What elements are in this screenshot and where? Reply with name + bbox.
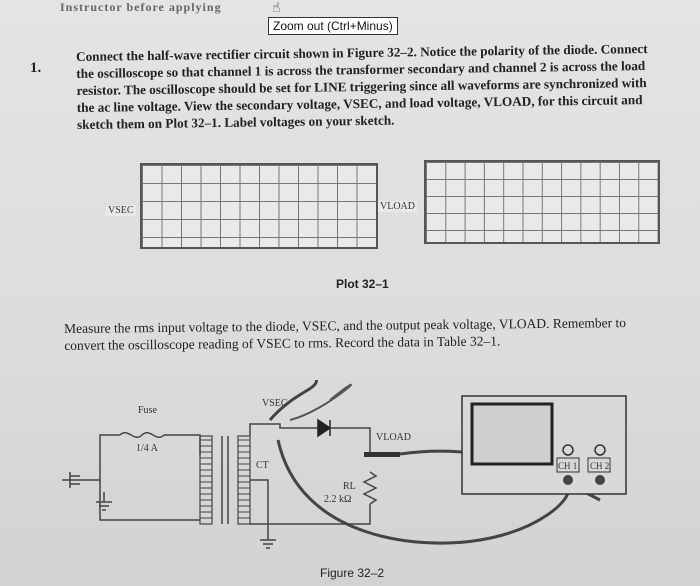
plug-icon (62, 472, 80, 488)
measure-paragraph: Measure the rms input voltage to the diode, VSEC, and the output peak voltage, VLOAD. Remember to convert the oscilloscope reading of VSEC to rms. Record the data in Table 32–1. (64, 315, 627, 353)
ground-icon (96, 492, 112, 510)
ch2-probe (595, 475, 605, 485)
ch1-label: CH 1 (558, 461, 578, 471)
ch1-probe (563, 475, 573, 485)
plot-label-vsec: VSEC (108, 205, 134, 216)
instruction-paragraph: Connect the half-wave rectifier circuit shown in Figure 32–2. Notice the polarity of the diode. Connect the oscilloscope so that channel 1 is across the transformer secondary and channel 2 is across the load resistor. The oscilloscope should be set for LINE triggering since all waveforms are synchronized with the ac line voltage. View the secondary voltage, VSEC, and load voltage, VLOAD, for this circuit and sketch them on Plot 32–1. Label voltages on your sketch. (76, 41, 648, 132)
fuse-symbol (120, 433, 164, 438)
resistor-symbol (364, 472, 376, 504)
transformer-primary (200, 436, 212, 524)
fuse-label: Fuse (138, 405, 157, 416)
fuse-rating: 1/4 A (136, 443, 158, 454)
circuit-diagram (0, 380, 700, 570)
zoom-out-tooltip: Zoom out (Ctrl+Minus) (268, 17, 398, 35)
plot-grid-vload (424, 160, 660, 244)
plot-caption: Plot 32–1 (336, 277, 389, 291)
diode-symbol (318, 420, 330, 436)
plot-label-vload: VLOAD (380, 201, 415, 212)
figure-caption: Figure 32–2 (320, 566, 385, 580)
hand-pointer-icon: ☝ (272, 0, 281, 16)
cropped-top-text: Instructor before applying (60, 0, 222, 14)
ct-label: CT (256, 460, 269, 471)
ch2-label: CH 2 (590, 461, 610, 471)
vsec-label: VSEC (262, 398, 288, 409)
transformer-secondary (238, 436, 250, 524)
vload-label: VLOAD (376, 432, 411, 443)
step-number: 1. (30, 60, 42, 76)
resistor-value: 2.2 kΩ (324, 494, 352, 505)
plot-grid-vsec (140, 163, 378, 249)
resistor-label: RL (343, 481, 356, 492)
oscilloscope-screen (472, 404, 552, 464)
